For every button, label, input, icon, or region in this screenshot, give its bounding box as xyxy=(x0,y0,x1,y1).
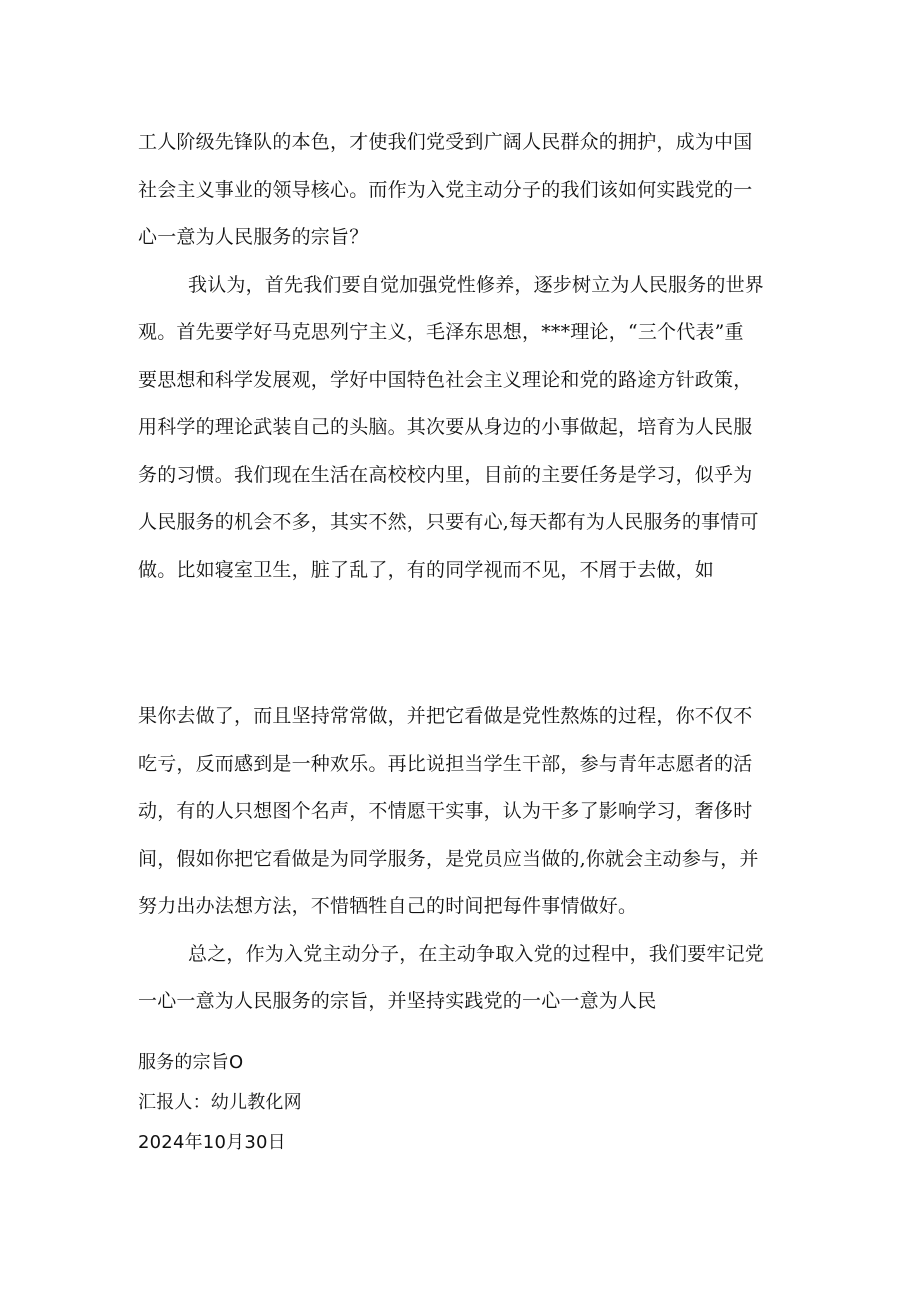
text-line: 做。比如寝室卫生，脏了乱了，有的同学视而不见，不屑于去做，如 xyxy=(138,558,715,581)
paragraph-1 xyxy=(138,119,788,262)
paragraph-2 xyxy=(138,262,788,595)
closing-block xyxy=(138,1043,788,1163)
text-line: 努力出办法想方法，不惜牺牲自己的时间把每件事情做好。 xyxy=(138,895,638,917)
text-line: 人民服务的机会不多，其实不然，只要有心,每天都有为人民服务的事情可 xyxy=(138,511,759,533)
text-line: 动，有的人只想图个名声，不情愿干实事，认为干多了影响学习，奢侈时 xyxy=(138,800,753,822)
text-line: 总之，作为入党主动分子，在主动争取入党的过程中，我们要牢记党 xyxy=(188,942,765,965)
text-line: 心一意为人民服务的宗旨？ xyxy=(138,226,369,248)
text-line: 工人阶级先锋队的本色，才使我们党受到广阔人民群众的拥护，成为中国 xyxy=(138,131,753,153)
reporter-line: 汇报人：幼儿教化网 xyxy=(138,1092,302,1113)
text-line: 要思想和科学发展观，学好中国特色社会主义理论和党的路途方针政策， xyxy=(138,368,753,391)
text-line: 间，假如你把它看做是为同学服务，是党员应当做的,你就会主动参与，并 xyxy=(138,847,759,870)
section-2 xyxy=(138,693,788,1026)
text-line: 吃亏，反而感到是一种欢乐。再比说担当学生干部，参与青年志愿者的活 xyxy=(138,752,753,775)
text-line: 务的习惯。我们现在生活在高校校内里，目前的主要任务是学习，似乎为 xyxy=(138,463,753,486)
text-line: 我认为，首先我们要自觉加强党性修养，逐步树立为人民服务的世界 xyxy=(188,273,765,296)
closing-line: 服务的宗旨O xyxy=(138,1052,244,1073)
text-line: 社会主义事业的领导核心。而作为入党主动分子的我们该如何实践党的一 xyxy=(138,178,753,201)
paragraph-4 xyxy=(138,931,788,1026)
text-line: 用科学的理论武装自己的头脑。其次要从身边的小事做起，培育为人民服 xyxy=(138,416,753,438)
section-1 xyxy=(138,119,788,594)
text-line: 一心一意为人民服务的宗旨，并坚持实践党的一心一意为人民 xyxy=(138,990,657,1012)
date-line: 2024年10月30日 xyxy=(138,1132,286,1153)
text-line: 果你去做了，而且坚持常常做，并把它看做是党性熬炼的过程，你不仅不 xyxy=(138,705,753,727)
text-line: 观。首先要学好马克思列宁主义，毛泽东思想，***理论，“三个代表”重 xyxy=(138,321,744,343)
paragraph-3 xyxy=(138,693,788,931)
